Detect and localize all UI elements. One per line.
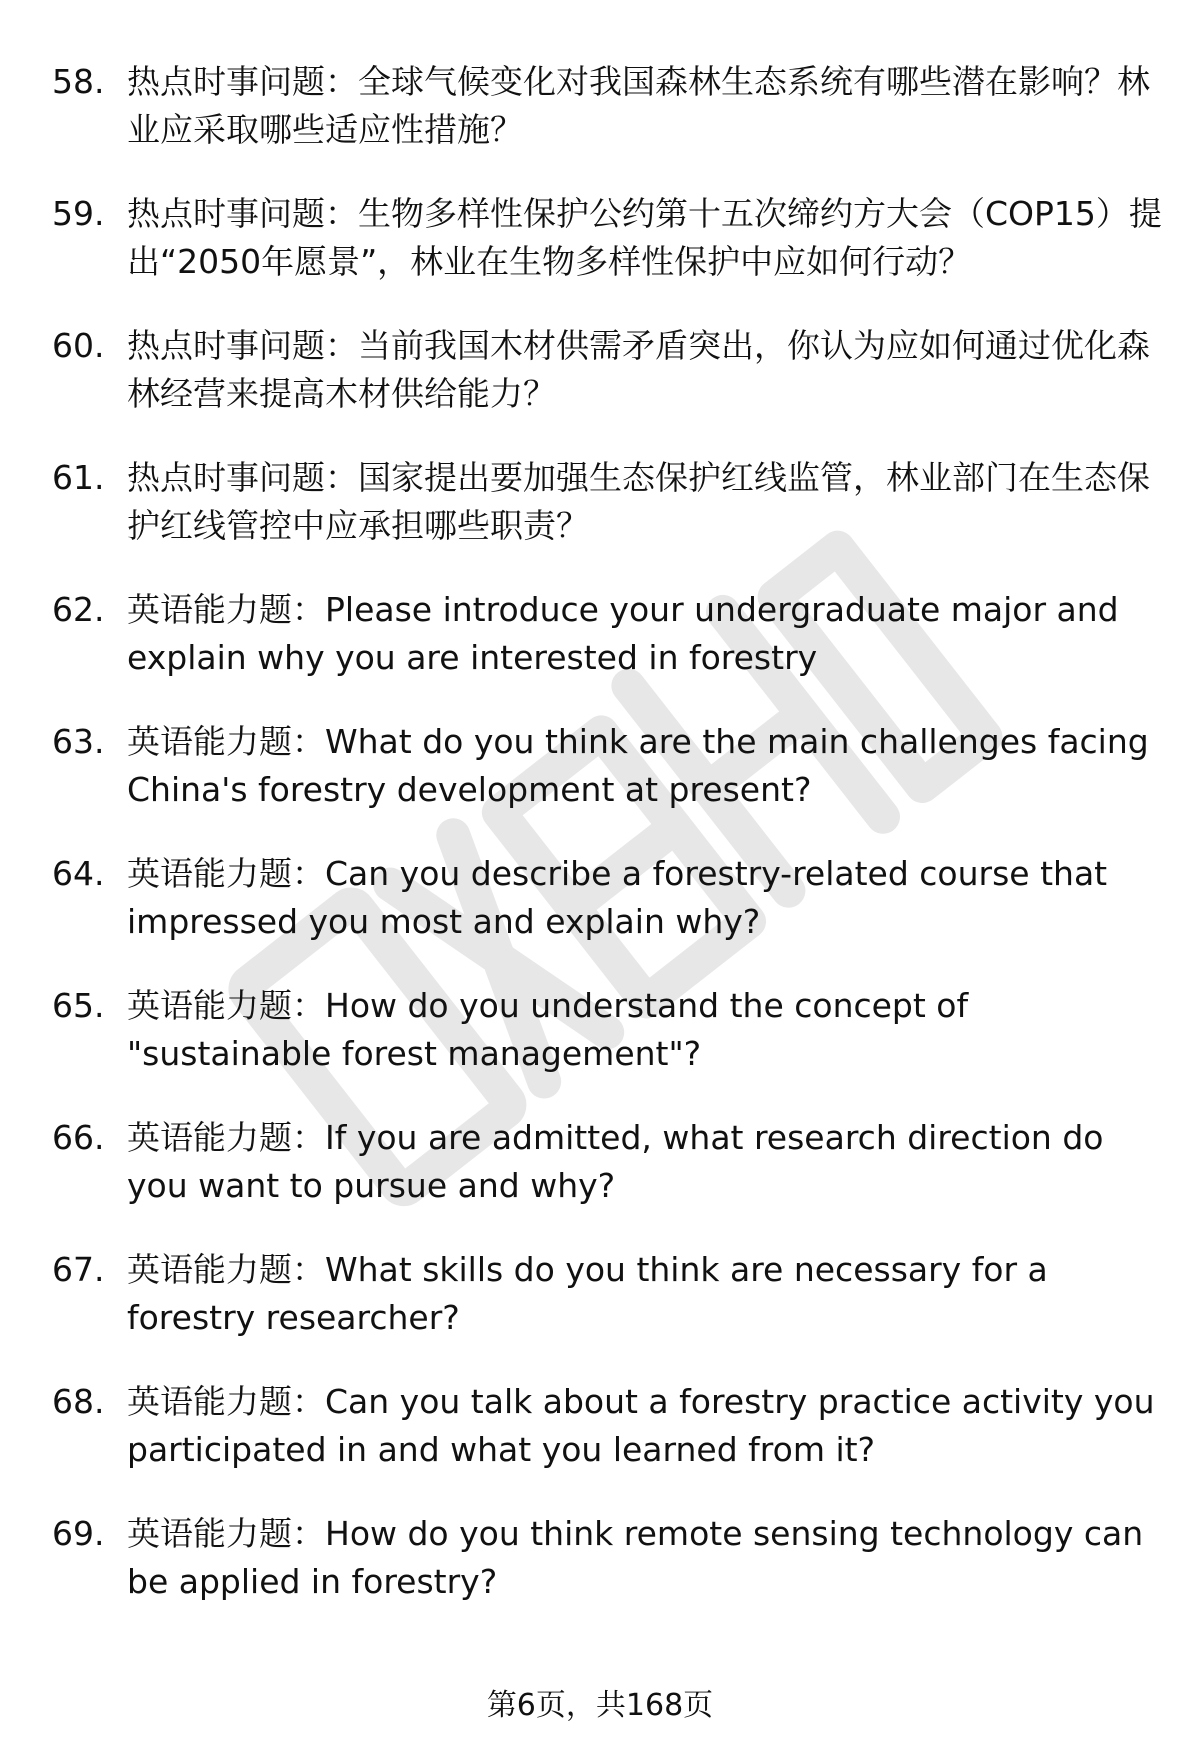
question-item [52, 58, 1162, 154]
page-footer [0, 1686, 1200, 1726]
question-number: 59. [52, 194, 105, 233]
question-body [127, 190, 1162, 286]
question-item [52, 454, 1162, 550]
page-number-label: 第6页，共168页 [486, 1688, 714, 1723]
question-body [127, 1378, 1162, 1474]
question-body [127, 1246, 1162, 1342]
question-text: Please introduce your undergraduate major and explain why you are interested in forestry [127, 590, 1119, 677]
question-text: If you are admitted, what research direction do you want to pursue and why? [127, 1118, 1104, 1205]
question-category: 英语能力题： [127, 722, 325, 761]
question-category: 热点时事问题： [127, 326, 358, 365]
question-category: 英语能力题： [127, 986, 325, 1025]
question-item [52, 1114, 1162, 1210]
question-category: 英语能力题： [127, 1118, 325, 1157]
question-text: 国家提出要加强生态保护红线监管，林业部门在生态保护红线管控中应承担哪些职责？ [127, 458, 1150, 545]
question-category: 英语能力题： [127, 854, 325, 893]
question-body [127, 982, 1162, 1078]
question-text: What skills do you think are necessary for a forestry researcher? [127, 1250, 1048, 1337]
question-number: 60. [52, 326, 105, 365]
question-text: Can you talk about a forestry practice activity you participated in and what you learned from it? [127, 1382, 1155, 1469]
question-number: 61. [52, 458, 105, 497]
question-category: 热点时事问题： [127, 194, 358, 233]
question-text: How do you understand the concept of "sustainable forest management"? [127, 986, 969, 1073]
question-item [52, 1510, 1162, 1606]
question-text: How do you think remote sensing technology can be applied in forestry? [127, 1514, 1144, 1601]
question-body [127, 1114, 1162, 1210]
question-item [52, 850, 1162, 946]
question-body [127, 850, 1162, 946]
question-category: 英语能力题： [127, 590, 325, 629]
question-number: 62. [52, 590, 105, 629]
question-body [127, 1510, 1162, 1606]
question-body [127, 454, 1162, 550]
question-list [52, 58, 1162, 1642]
question-number: 65. [52, 986, 105, 1025]
question-number: 64. [52, 854, 105, 893]
question-item [52, 586, 1162, 682]
question-number: 63. [52, 722, 105, 761]
question-category: 热点时事问题： [127, 62, 358, 101]
question-body [127, 58, 1162, 154]
question-category: 英语能力题： [127, 1250, 325, 1289]
question-item [52, 190, 1162, 286]
question-item [52, 322, 1162, 418]
question-text: Can you describe a forestry-related course that impressed you most and explain why? [127, 854, 1108, 941]
question-text: 全球气候变化对我国森林生态系统有哪些潜在影响？林业应采取哪些适应性措施？ [127, 62, 1150, 149]
question-body [127, 586, 1162, 682]
question-text: 当前我国木材供需矛盾突出，你认为应如何通过优化森林经营来提高木材供给能力？ [127, 326, 1150, 413]
question-number: 66. [52, 1118, 105, 1157]
question-item [52, 1378, 1162, 1474]
question-number: 58. [52, 62, 105, 101]
question-number: 69. [52, 1514, 105, 1553]
question-category: 英语能力题： [127, 1514, 325, 1553]
question-category: 热点时事问题： [127, 458, 358, 497]
question-body [127, 322, 1162, 418]
question-text: 生物多样性保护公约第十五次缔约方大会（COP15）提出“2050年愿景”，林业在生物多样性保护中应如何行动？ [127, 194, 1162, 281]
question-number: 67. [52, 1250, 105, 1289]
question-body [127, 718, 1162, 814]
question-category: 英语能力题： [127, 1382, 325, 1421]
question-text: What do you think are the main challenges facing China's forestry development at present? [127, 722, 1149, 809]
question-item [52, 1246, 1162, 1342]
question-item [52, 982, 1162, 1078]
question-number: 68. [52, 1382, 105, 1421]
question-item [52, 718, 1162, 814]
